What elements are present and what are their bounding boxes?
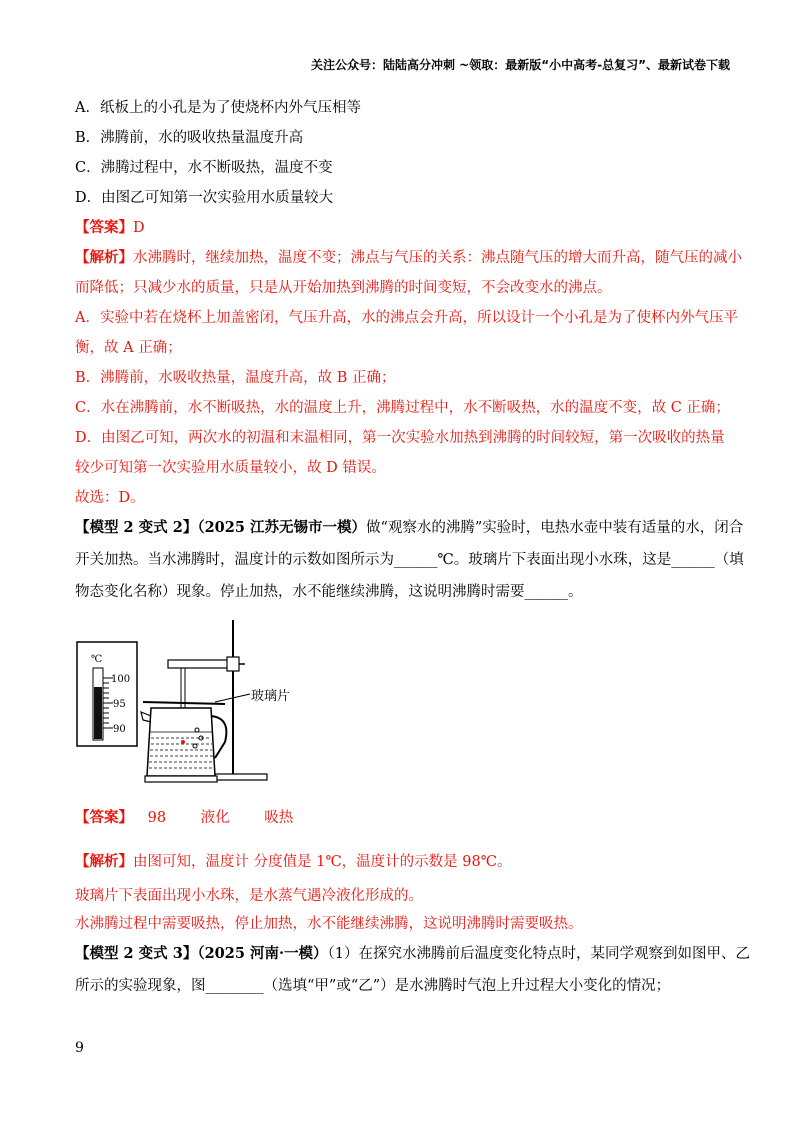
q1-analysis-line-6: C．水在沸腾前，水不断吸热，水的温度上升，沸腾过程中，水不断吸热，水的温度不变，故 C 正确； — [75, 400, 730, 416]
glass-plate — [143, 702, 225, 704]
stand-clamp-boss — [227, 657, 239, 671]
celsius-unit: ℃ — [91, 654, 103, 665]
q1-analysis-line-8: 较少可知第一次实验用水质量较小，故 D 错误。 — [75, 460, 386, 476]
q1-analysis-line-2: 而降低；只减少水的质量，只是从开始加热到沸腾的时间变短，不会改变水的沸点。 — [75, 280, 612, 296]
answer-label: 【答案】 — [75, 809, 133, 826]
tick-label-100: 100 — [111, 674, 131, 685]
q3-stem-line-2: 所示的实验现象，图________（选填“甲”或“乙”）是水沸腾时气泡上升过程大小变化的情况； — [75, 978, 671, 994]
q3-source: （2025 河南·一模） — [197, 945, 328, 962]
tick-label-95: 95 — [113, 699, 126, 710]
q3-stem-text: （1）在探究水沸腾前后温度变化特点时，某同学观察到如图甲、乙 — [327, 946, 751, 962]
q2-analysis-line-1 — [75, 852, 511, 872]
q1-analysis-line-5: B．沸腾前，水吸收热量，温度升高，故 B 正确； — [75, 370, 396, 386]
analysis-text: 水沸腾时，继续加热，温度不变；沸点与气压的关系：沸点随气压的增大而升高，随气压的减小 — [133, 250, 742, 266]
glass-plate-label: 玻璃片 — [251, 689, 291, 704]
q2-source: （2025 江苏无锡市一模） — [197, 519, 366, 536]
kettle-spout — [141, 712, 151, 722]
q2-stem-line-1 — [75, 518, 743, 538]
option-c: C．沸腾过程中，水不断吸热，温度不变 — [75, 160, 333, 176]
q2-stem-text: 做“观察水的沸腾”实验时，电热水壶中装有适量的水，闭合 — [365, 520, 744, 536]
answer-2: 液化 — [200, 810, 230, 826]
option-b: B．沸腾前，水的吸收热量温度升高 — [75, 130, 304, 146]
analysis-label: 【解析】 — [75, 853, 133, 870]
option-d: D．由图乙可知第一次实验用水质量较大 — [75, 190, 334, 206]
q2-stem-line-3: 物态变化名称）现象。停止加热，水不能继续沸腾，这说明沸腾时需要______。 — [75, 584, 583, 600]
analysis-text: 由图可知，温度计 分度值是 1℃，温度计的示数是 98℃。 — [133, 854, 512, 870]
option-a: A．纸板上的小孔是为了使烧杯内外气压相等 — [75, 100, 361, 116]
q1-analysis-line-3: A．实验中若在烧杯上加盖密闭，气压升高，水的沸点会升高，所以设计一个小孔是为了使杯内外气压平 — [75, 310, 738, 326]
q1-analysis-line-4: 衡，故 A 正确； — [75, 340, 182, 356]
q3-stem-line-1 — [75, 944, 750, 964]
q1-analysis-line-7: D．由图乙可知，两次水的初温和末温相同，第一次实验水加热到沸腾的时间较短，第一次吸收的热量 — [75, 430, 725, 446]
q2-answer — [75, 808, 293, 828]
q2-stem-line-2: 开关加热。当水沸腾时，温度计的示数如图所示为______℃。玻璃片下表面出现小水珠，这是______（填 — [75, 552, 744, 568]
q1-analysis-line-9: 故选：D。 — [75, 490, 145, 506]
q1-analysis-line-1 — [75, 248, 742, 268]
answer-3: 吸热 — [264, 810, 294, 826]
answer-value: D — [133, 220, 145, 236]
analysis-label: 【解析】 — [75, 249, 133, 266]
kettle-base — [145, 776, 217, 782]
experiment-figure — [75, 612, 395, 792]
thermometer-inset-frame — [77, 642, 137, 746]
q2-analysis-line-3: 水沸腾过程中需要吸热，停止加热，水不能继续沸腾，这说明沸腾时需要吸热。 — [75, 916, 583, 932]
q2-analysis-line-2: 玻璃片下表面出现小水珠，是水蒸气遇冷液化形成的。 — [75, 888, 423, 904]
page-header: 关注公众号：陆陆高分冲刺 ~领取：最新版“小中高考-总复习”、最新试卷下载 — [311, 58, 730, 72]
thermometer-liquid-column — [94, 687, 102, 739]
tick-label-90: 90 — [113, 724, 126, 735]
q3-tag: 【模型 2 变式 3】 — [75, 945, 198, 962]
thermometer-bulb — [181, 740, 185, 744]
thermometer-scale — [103, 678, 113, 728]
answer-label: 【答案】 — [75, 219, 133, 236]
stand-base — [215, 774, 267, 780]
q1-answer — [75, 218, 145, 238]
stand-clamp-arm — [168, 660, 228, 668]
page-number: 9 — [75, 1040, 84, 1056]
q2-tag: 【模型 2 变式 2】 — [75, 519, 198, 536]
answer-1: 98 — [147, 810, 167, 826]
